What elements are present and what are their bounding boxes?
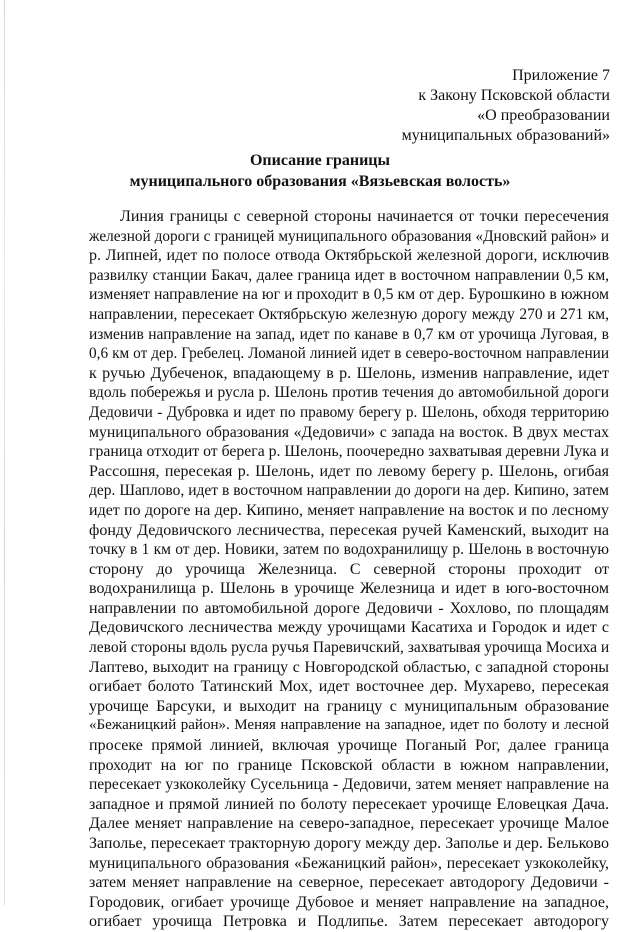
text-line: муниципального образования «Дедовичи» с запада на восток. В двух местах <box>89 423 609 441</box>
text-line: огибает урочища Петровка и Подлипье. Затем пересекает автодорогу <box>89 913 609 931</box>
text-line: «Бежаницкий район». Меняя направление на западное, идет по болоту и лесной <box>89 717 609 734</box>
text-line: фонду Дедовичского лесничества, пересекая ручей Каменский, выходит на <box>89 521 609 539</box>
text-line: р. Липней, идет по полосе отвода Октябрьской железной дороги, исключив <box>89 247 609 265</box>
text-line: левой стороны вдоль русла ручья Паревичский, захватывая урочища Мосиха и <box>89 639 610 657</box>
text-line: граница отходит от берега р. Шелонь, поочередно захватывая деревни Лука и <box>89 443 609 461</box>
text-line: пересекает узкоколейку Сусельница - Дедовичи, затем меняет направление на <box>89 776 609 794</box>
appendix-line: муниципальных образований» <box>401 127 610 144</box>
appendix-block <box>402 66 610 146</box>
text-line: Дедовичского лесничества между урочищами Касатиха и Городок и идет с <box>89 619 609 637</box>
text-line: урочище Барсуки, и выходит на границу с муниципальным образование <box>89 697 609 715</box>
text-line: затем меняет направление на северное, пересекает автодорогу Дедовичи - <box>89 874 609 892</box>
text-line: Заполье, пересекает тракторную дорогу между дер. Заполье и дер. Бельково <box>89 835 609 852</box>
text-line: 0,6 км от дер. Гребелец. Ломаной линией идет в северо-восточном направлении <box>89 345 609 363</box>
text-line: идет по дороге на дер. Кипино, меняет направление на восток и по лесному <box>89 501 609 519</box>
text-line: изменяет направление на юг и проходит в 0,5 км от дер. Бурошкино в южном <box>89 286 609 304</box>
text-line: к ручью Дубеченок, впадающему в р. Шелонь, изменив направление, идет <box>89 364 609 382</box>
text-line: сторону до урочища Железница. С северной стороны проходит от <box>89 560 609 578</box>
text-line: проходит на юг по границе Псковской области в южном направлении, <box>89 756 609 774</box>
text-line: направлении по автомобильной дороге Дедовичи - Хохлово, по площадям <box>89 599 609 617</box>
appendix-line: «О преобразовании <box>477 107 610 124</box>
text-line: направлении, пересекает Октябрьскую железную дорогу между 270 и 271 км, <box>89 305 609 323</box>
text-line: железной дороги с границей муниципального образования «Дновский район» и <box>89 227 609 245</box>
text-line: муниципального образования «Бежаницкий район», пересекает узкоколейку, <box>89 854 609 872</box>
text-line: дер. Шаплово, идет в восточном направлении до дороги на дер. Кипино, затем <box>89 482 609 500</box>
text-line: изменив направление на запад, идет по канаве в 0,7 км от урочища Луговая, в <box>89 325 609 343</box>
text-line: Далее меняет направление на северо-западное, пересекает урочище Малое <box>89 815 609 833</box>
text-line: Линия границы с северной стороны начинается от точки пересечения <box>120 208 609 225</box>
document-heading <box>90 150 550 192</box>
appendix-line: к Закону Псковской области <box>418 87 610 104</box>
text-line: Рассошня, пересекая р. Шелонь, идет по левому берегу р. Шелонь, огибая <box>89 462 609 480</box>
boundary-description-text <box>89 207 609 932</box>
text-line: Городовик, огибает урочище Дубовое и меняет направление на западное, <box>89 893 609 911</box>
appendix-line: Приложение 7 <box>512 67 610 84</box>
text-line: водохранилища р. Шелонь в урочище Железница и идет в юго-восточном <box>89 580 609 598</box>
text-line: западное и прямой линией по болоту пересекает урочище Еловецкая Дача. <box>89 795 609 813</box>
text-line: просеке прямой линией, включая урочище Поганый Рог, далее граница <box>89 737 609 755</box>
text-line: вдоль побережья и русла р. Шелонь против течения до автомобильной дороги <box>89 384 609 402</box>
text-line: огибает болото Татинский Мох, идет восточнее дер. Мухарево, пересекая <box>89 678 609 696</box>
text-line: развилку станции Бакач, далее граница идет в восточном направлении 0,5 км, <box>89 266 609 284</box>
scan-edge <box>4 0 5 905</box>
heading-line-1: Описание границы <box>249 152 391 169</box>
text-line: точку в 1 км от дер. Новики, затем по водохранилищу р. Шелонь в восточную <box>89 541 609 559</box>
text-line: Дедовичи - Дубровка и идет по правому берегу р. Шелонь, обходя территорию <box>89 403 609 421</box>
text-line: Лаптево, выходит на границу с Новгородской областью, с западной стороны <box>89 658 609 676</box>
heading-line-2: муниципального образования «Вязьевская волость» <box>129 173 511 190</box>
